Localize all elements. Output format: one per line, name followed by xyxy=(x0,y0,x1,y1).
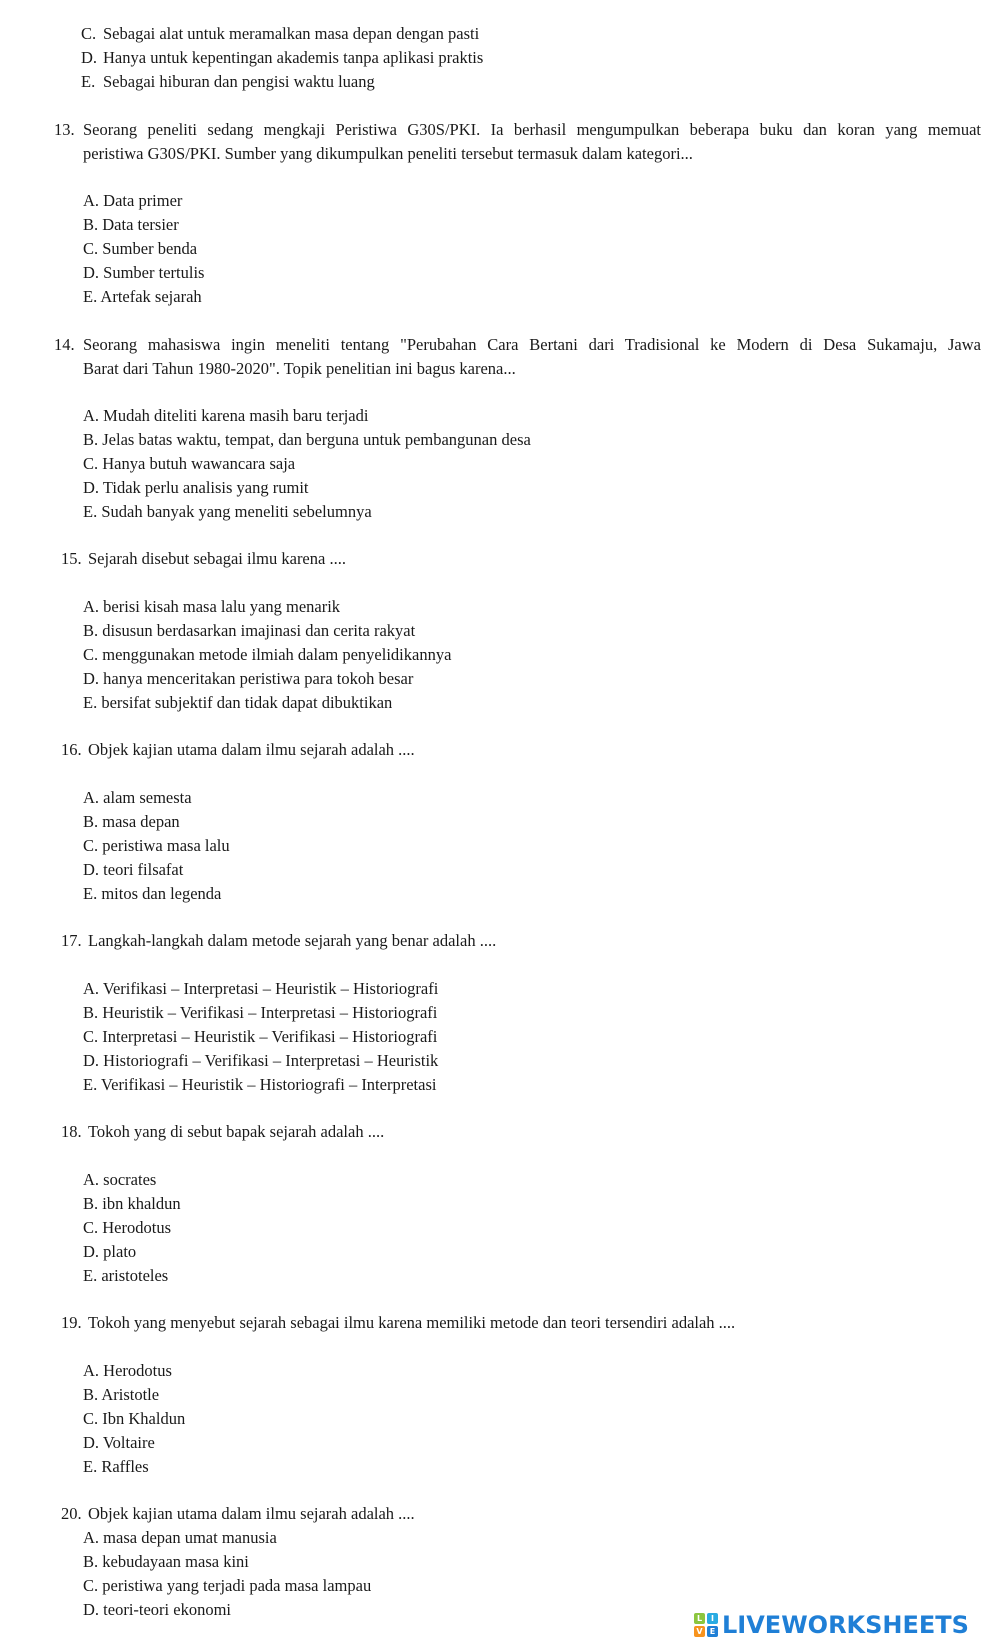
prev-option-c: C. Sebagai alat untuk meramalkan masa depan dengan pasti xyxy=(81,24,480,43)
option-c: C. Herodotus xyxy=(83,1218,171,1237)
option-a: A. Herodotus xyxy=(83,1361,172,1380)
question-text-line: Sejarah disebut sebagai ilmu karena .... xyxy=(88,549,346,568)
logo-text: LIVEWORKSHEETS xyxy=(722,1611,969,1639)
option-c: C. menggunakan metode ilmiah dalam penyelidikannya xyxy=(83,645,452,664)
option-b: B. masa depan xyxy=(83,812,180,831)
option-e: E. Verifikasi – Heuristik – Historiografi – Interpretasi xyxy=(83,1075,437,1094)
option-e: E. bersifat subjektif dan tidak dapat dibuktikan xyxy=(83,693,393,712)
question-text-line: Seorang peneliti sedang mengkaji Peristiwa G30S/PKI. Ia berhasil mengumpulkan beberapa buku dan koran yang memuat xyxy=(83,120,981,139)
option-a: A. socrates xyxy=(83,1170,157,1189)
option-b: B. kebudayaan masa kini xyxy=(83,1552,249,1571)
option-d: D. Voltaire xyxy=(83,1433,155,1452)
option-a: A. Mudah diteliti karena masih baru terjadi xyxy=(83,406,369,425)
question-text-line: Barat dari Tahun 1980-2020". Topik penelitian ini bagus karena... xyxy=(83,359,516,378)
option-b: B. ibn khaldun xyxy=(83,1194,181,1213)
question-number: 19. xyxy=(61,1313,82,1332)
option-d: D. teori filsafat xyxy=(83,860,184,879)
option-b: B. disusun berdasarkan imajinasi dan cerita rakyat xyxy=(83,621,416,640)
option-d: D. Historiografi – Verifikasi – Interpretasi – Heuristik xyxy=(83,1051,439,1070)
option-c: C. Sumber benda xyxy=(83,239,198,258)
liveworksheets-logo xyxy=(694,1610,969,1640)
option-e: E. aristoteles xyxy=(83,1266,169,1285)
option-b: B. Heuristik – Verifikasi – Interpretasi – Historiografi xyxy=(83,1003,438,1022)
logo-tile: V xyxy=(694,1626,705,1637)
question-number: 14. xyxy=(54,335,75,354)
logo-tile: E xyxy=(707,1626,718,1637)
option-a: A. alam semesta xyxy=(83,788,192,807)
question-number: 18. xyxy=(61,1122,82,1141)
logo-grid-icon xyxy=(694,1613,718,1637)
prev-option-d: D. Hanya untuk kepentingan akademis tanpa aplikasi praktis xyxy=(81,48,484,67)
option-a: A. Verifikasi – Interpretasi – Heuristik – Historiografi xyxy=(83,979,439,998)
question-text-line: Tokoh yang di sebut bapak sejarah adalah .... xyxy=(88,1122,385,1141)
question-text-line: Objek kajian utama dalam ilmu sejarah adalah .... xyxy=(88,740,415,759)
question-text-line: Langkah-langkah dalam metode sejarah yang benar adalah .... xyxy=(88,931,497,950)
option-d: D. Sumber tertulis xyxy=(83,263,205,282)
question-number: 20. xyxy=(61,1504,82,1523)
option-b: B. Jelas batas waktu, tempat, dan berguna untuk pembangunan desa xyxy=(83,430,531,449)
question-text-line: Objek kajian utama dalam ilmu sejarah adalah .... xyxy=(88,1504,415,1523)
option-d: D. hanya menceritakan peristiwa para tokoh besar xyxy=(83,669,414,688)
option-a: A. masa depan umat manusia xyxy=(83,1528,277,1547)
question-number: 13. xyxy=(54,120,75,139)
question-text-line: peristiwa G30S/PKI. Sumber yang dikumpulkan peneliti tersebut termasuk dalam kategori... xyxy=(83,144,693,163)
option-e: E. mitos dan legenda xyxy=(83,884,222,903)
question-number: 16. xyxy=(61,740,82,759)
question-text-line: Tokoh yang menyebut sejarah sebagai ilmu karena memiliki metode dan teori tersendiri adalah .... xyxy=(88,1313,736,1332)
option-c: C. Ibn Khaldun xyxy=(83,1409,186,1428)
option-c: C. Interpretasi – Heuristik – Verifikasi – Historiografi xyxy=(83,1027,438,1046)
logo-tile: L xyxy=(694,1613,705,1624)
option-e: E. Raffles xyxy=(83,1457,149,1476)
option-b: B. Data tersier xyxy=(83,215,179,234)
option-b: B. Aristotle xyxy=(83,1385,160,1404)
option-d: D. plato xyxy=(83,1242,137,1261)
option-d: D. Tidak perlu analisis yang rumit xyxy=(83,478,309,497)
option-e: E. Artefak sejarah xyxy=(83,287,202,306)
option-c: C. peristiwa masa lalu xyxy=(83,836,230,855)
question-number: 17. xyxy=(61,931,82,950)
logo-tile: I xyxy=(707,1613,718,1624)
option-a: A. berisi kisah masa lalu yang menarik xyxy=(83,597,341,616)
option-c: C. Hanya butuh wawancara saja xyxy=(83,454,296,473)
option-c: C. peristiwa yang terjadi pada masa lampau xyxy=(83,1576,372,1595)
option-d: D. teori-teori ekonomi xyxy=(83,1600,232,1619)
option-e: E. Sudah banyak yang meneliti sebelumnya xyxy=(83,502,372,521)
question-number: 15. xyxy=(61,549,82,568)
option-a: A. Data primer xyxy=(83,191,183,210)
question-text-line: Seorang mahasiswa ingin meneliti tentang "Perubahan Cara Bertani dari Tradisional ke Modern di Desa Sukamaju, Jawa xyxy=(83,335,981,354)
prev-option-e: E. Sebagai hiburan dan pengisi waktu luang xyxy=(81,72,375,91)
